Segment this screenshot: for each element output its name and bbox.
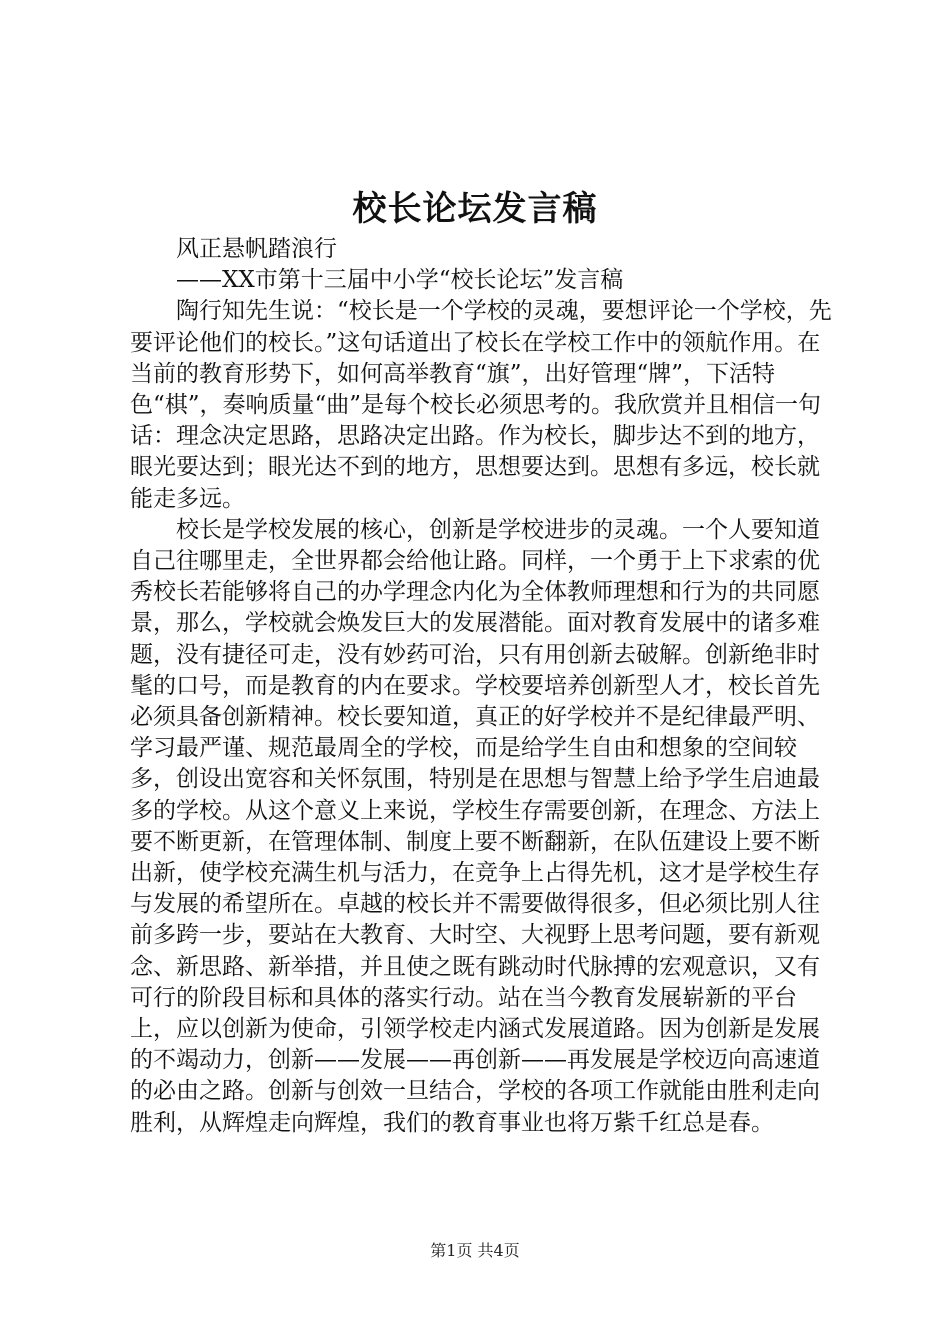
document-body xyxy=(130,234,835,1139)
paragraph-2: 校长是学校发展的核心，创新是学校进步的灵魂。一个人要知道自己往哪里走，全世界都会给他让路。同样，一个勇于上下求索的优秀校长若能够将自己的办学理念内化为全体教师理想和行为的共同愿景，那么，学校就会焕发巨大的发展潜能。面对教育发展中的诸多难题，没有捷径可走，没有妙药可治，只有用创新去破解。创新绝非时髦的口号，而是教育的内在要求。学校要培养创新型人才，校长首先必须具备创新精神。校长要知道，真正的好学校并不是纪律最严明、学习最严谨、规范最周全的学校，而是给学生自由和想象的空间较多，创设出宽容和关怀氛围，特别是在思想与智慧上给予学生启迪最多的学校。从这个意义上来说，学校生存需要创新，在理念、方法上要不断更新，在管理体制、制度上要不断翻新，在队伍建设上要不断出新，使学校充满生机与活力，在竞争上占得先机，这才是学校生存与发展的希望所在。卓越的校长并不需要做得很多，但必须比别人往前多跨一步，要站在大教育、大时空、大视野上思考问题，要有新观念、新思路、新举措，并且使之既有跳动时代脉搏的宏观意识，又有可行的阶段目标和具体的落实行动。站在当今教育发展崭新的平台上，应以创新为使命，引领学校走内涵式发展道路。因为创新是发展的不竭动力，创新——发展——再创新——再发展是学校迈向高速道的必由之路。创新与创效一旦结合，学校的各项工作就能由胜利走向胜利，从辉煌走向辉煌，我们的教育事业也将万紫千红总是春。 xyxy=(130,516,820,1136)
subtitle-line-2: ——XX市第十三届中小学“校长论坛”发言稿 xyxy=(176,267,624,294)
subtitle-line-1: 风正悬帆踏浪行 xyxy=(176,236,337,262)
page-footer: 第1页 共4页 xyxy=(430,1241,520,1260)
document-title: 校长论坛发言稿 xyxy=(352,189,598,229)
paragraph-1: 陶行知先生说：“校长是一个学校的灵魂，要想评论一个学校，先要评论他们的校长。”这句话道出了校长在学校工作中的领航作用。在当前的教育形势下，如何高举教育“旗”，出好管理“牌”，下活特色“棋”，奏响质量“曲”是每个校长必须思考的。我欣赏并且相信一句话：理念决定思路，思路决定出路。作为校长，脚步达不到的地方，眼光要达到；眼光达不到的地方，思想要达到。思想有多远，校长就能走多远。 xyxy=(130,298,832,512)
